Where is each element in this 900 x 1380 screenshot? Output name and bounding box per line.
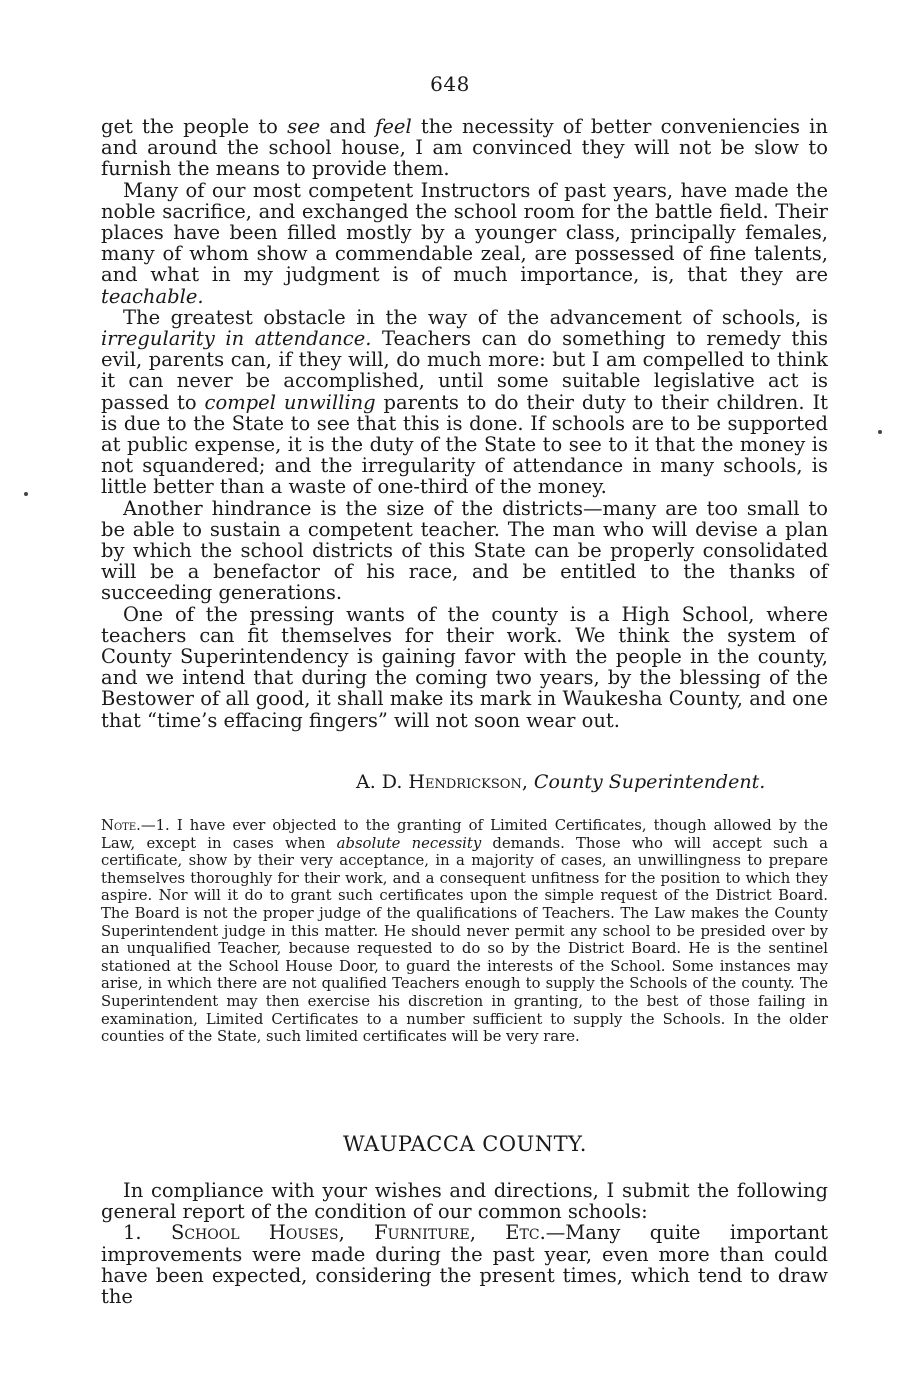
- paragraph: Another hindrance is the size of the districts—many are too small to be able to sustain a competent teacher. The man who will devise a plan by which the school districts of this State can be properly consolidated will be a benefactor of his race, and be entitled to the thanks of succeeding generations.: [101, 496, 828, 605]
- print-speck: [878, 430, 882, 434]
- footnote: [101, 817, 828, 1046]
- page-number: 648: [430, 72, 470, 96]
- print-speck: [24, 492, 28, 496]
- paragraph: get the people to see and feel the necessity of better conveniencies in and around the school house, I am convinced they will not be slow to furnish the means to provide them.: [101, 115, 828, 181]
- section-heading: WAUPACCA COUNTY.: [343, 1132, 587, 1156]
- paragraph: The greatest obstacle in the way of the advancement of schools, is irregularity in attendance. Teachers can do something to remedy this evil, parents can, if they will, do much more: but I am compelled to think it can never be accomplished, until some suitable legislative act is passed to compel unwilling parents to do their duty to their children. It is due to the State to see that this is done. If schools are to be supported at public expense, it is the duty of the State to see to it that the money is not squandered; and the irregularity of attendance in many schools, is little better than a waste of one-third of the money.: [101, 305, 829, 499]
- signature-title: County Superintendent.: [533, 771, 766, 793]
- paragraph: One of the pressing wants of the county is a High School, where teachers can fit themselves for their work. We think the system of County Superintendency is gaining favor with the people in the county, and we intend that during the coming two years, by the blessing of the Bestower of all good, it shall make its mark in Waukesha County, and one that “time’s effacing fingers” will not soon wear out.: [101, 602, 828, 732]
- paragraph: In compliance with your wishes and directions, I submit the following general report of the condition of our common schools:: [101, 1179, 828, 1224]
- signature-name: A. D. Hendrickson,: [356, 771, 528, 793]
- paragraph: Many of our most competent Instructors of past years, have made the noble sacrifice, and exchanged the school room for the battle field. Their places have been filled mostly by a younger class, principally females, many of whom show a commendable zeal, are possessed of fine talents, and what in my judgment is of much importance, is, that they are teachable.: [101, 178, 828, 308]
- paragraph: 1. School Houses, Furniture, Etc.—Many quite important improvements were made during the past year, even more than could have been expected, considering the present times, which tend to draw the: [101, 1221, 828, 1309]
- body-text: [101, 116, 828, 731]
- signature: [356, 771, 836, 793]
- section-body: [101, 1180, 828, 1307]
- note-text: Note.—1. I have ever objected to the granting of Limited Certificates, though allowed by the Law, except in cases when absolute necessity demands. Those who will accept such a certificate, show by their very acceptance, in a majority of cases, an unwillingness to prepare themselves thoroughly for their work, and a consequent unfitness for the position to which they aspire. Nor will it do to grant such certificates upon the simple request of the District Board. The Board is not the proper judge of the qualifications of Teachers. The Law makes the County Superintendent judge in this matter. He should never permit any school to be presided over by an unqualified Teacher, because requested to do so by the District Board. He is the sentinel stationed at the School House Door, to guard the interests of the School. Some instances may arise, in which there are not qualified Teachers enough to supply the Schools of the county. The Superintendent may then exercise his discretion in granting, to the best of those failing in examination, Limited Certificates to a number sufficient to supply the Schools. In the older counties of the State, such limited certificates will be very rare.: [101, 817, 828, 1046]
